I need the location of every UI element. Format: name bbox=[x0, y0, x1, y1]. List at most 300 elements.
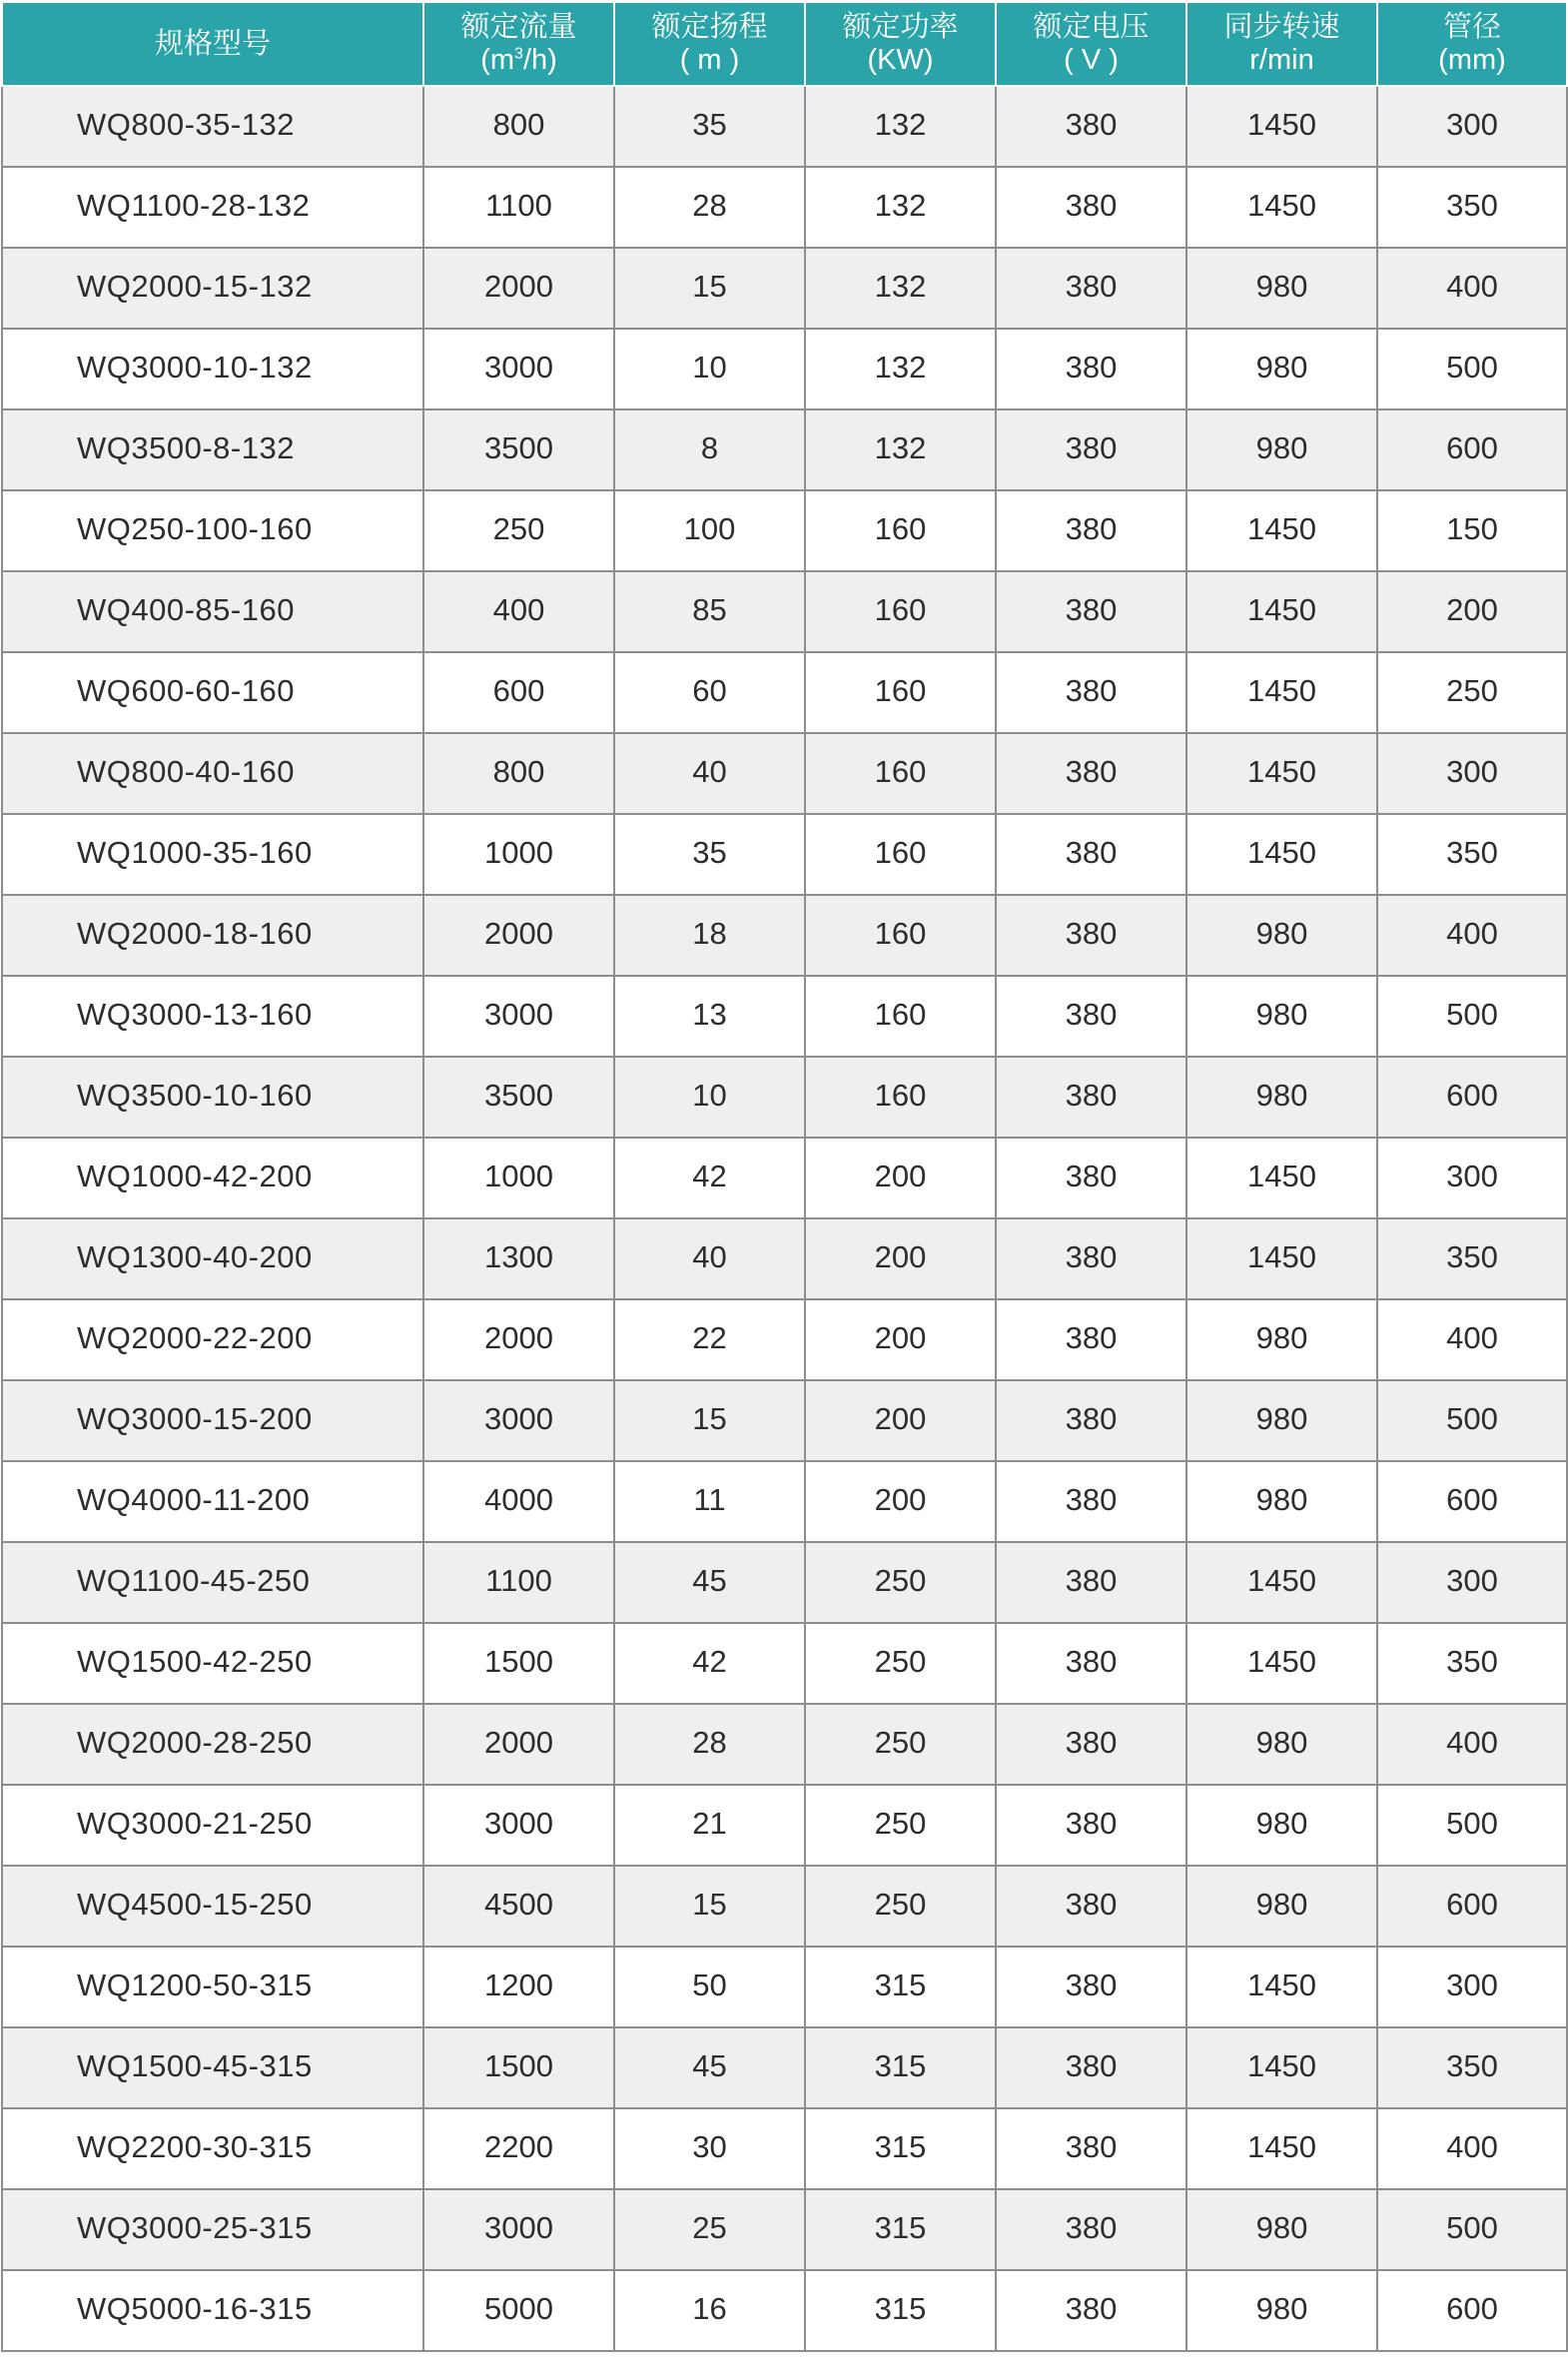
cell-head bbox=[614, 652, 805, 733]
cell-voltage bbox=[996, 1623, 1186, 1704]
cell-voltage bbox=[996, 1057, 1186, 1138]
cell-voltage bbox=[996, 2108, 1186, 2189]
cell-power-text: 132 bbox=[874, 268, 927, 304]
cell-model bbox=[2, 167, 423, 248]
cell-power bbox=[805, 409, 996, 490]
cell-flow bbox=[423, 895, 614, 976]
cell-model bbox=[2, 248, 423, 329]
cell-voltage-text: 380 bbox=[1065, 1481, 1118, 1517]
cell-flow bbox=[423, 2189, 614, 2270]
table-row bbox=[2, 1947, 1567, 2027]
cell-voltage-text: 380 bbox=[1065, 1643, 1118, 1679]
header-diameter bbox=[1377, 2, 1567, 86]
cell-model bbox=[2, 976, 423, 1057]
cell-model bbox=[2, 1785, 423, 1866]
cell-diameter-text: 400 bbox=[1446, 268, 1498, 304]
cell-flow bbox=[423, 814, 614, 895]
cell-model-text: WQ1000-42-200 bbox=[77, 1158, 313, 1193]
cell-flow bbox=[423, 248, 614, 329]
cell-power-text: 132 bbox=[874, 187, 927, 223]
cell-model bbox=[2, 2189, 423, 2270]
header-voltage-label: 额定电压 bbox=[1033, 11, 1150, 43]
cell-diameter-text: 350 bbox=[1446, 2047, 1498, 2083]
cell-voltage-text: 380 bbox=[1065, 753, 1118, 789]
cell-power bbox=[805, 1704, 996, 1785]
cell-head bbox=[614, 1057, 805, 1138]
cell-head bbox=[614, 490, 805, 571]
cell-head-text: 18 bbox=[692, 915, 727, 951]
cell-speed bbox=[1186, 1785, 1377, 1866]
cell-model-text: WQ2000-22-200 bbox=[77, 1319, 313, 1355]
cell-flow-text: 1000 bbox=[484, 834, 553, 870]
cell-power bbox=[805, 248, 996, 329]
cell-flow bbox=[423, 409, 614, 490]
cell-diameter bbox=[1377, 1947, 1567, 2027]
cell-power-text: 160 bbox=[874, 753, 927, 789]
cell-speed-text: 1450 bbox=[1247, 2047, 1316, 2083]
cell-head-text: 13 bbox=[692, 996, 727, 1032]
cell-speed-text: 980 bbox=[1255, 429, 1308, 465]
cell-speed-text: 980 bbox=[1255, 915, 1308, 951]
cell-voltage-text: 380 bbox=[1065, 834, 1118, 870]
cell-diameter bbox=[1377, 167, 1567, 248]
cell-diameter bbox=[1377, 895, 1567, 976]
cell-head bbox=[614, 976, 805, 1057]
cell-flow-text: 2000 bbox=[484, 1724, 553, 1760]
cell-head-text: 30 bbox=[692, 2128, 727, 2164]
cell-head bbox=[614, 1299, 805, 1380]
table-row bbox=[2, 2270, 1567, 2351]
cell-model bbox=[2, 1299, 423, 1380]
cell-power bbox=[805, 733, 996, 814]
cell-model-text: WQ400-85-160 bbox=[77, 591, 295, 627]
cell-power bbox=[805, 1138, 996, 1218]
header-speed-label: 同步转速 bbox=[1223, 11, 1340, 43]
cell-speed bbox=[1186, 1704, 1377, 1785]
cell-speed-text: 980 bbox=[1255, 2290, 1308, 2326]
cell-power bbox=[805, 167, 996, 248]
cell-flow-text: 1500 bbox=[484, 1643, 553, 1679]
cell-speed-text: 980 bbox=[1255, 1481, 1308, 1517]
cell-voltage bbox=[996, 1299, 1186, 1380]
cell-voltage bbox=[996, 1380, 1186, 1461]
cell-model bbox=[2, 1542, 423, 1623]
cell-flow-text: 3000 bbox=[484, 349, 553, 385]
cell-flow-text: 400 bbox=[492, 591, 545, 627]
cell-flow bbox=[423, 1785, 614, 1866]
cell-power-text: 315 bbox=[874, 2128, 927, 2164]
cell-speed bbox=[1186, 2189, 1377, 2270]
cell-speed-text: 980 bbox=[1255, 268, 1308, 304]
cell-flow-text: 3500 bbox=[484, 429, 553, 465]
table-row bbox=[2, 652, 1567, 733]
cell-voltage bbox=[996, 895, 1186, 976]
cell-power bbox=[805, 2108, 996, 2189]
cell-power-text: 250 bbox=[874, 1724, 927, 1760]
cell-voltage bbox=[996, 652, 1186, 733]
cell-flow bbox=[423, 1866, 614, 1947]
header-power-unit: (KW) bbox=[867, 44, 934, 76]
cell-power-text: 315 bbox=[874, 2290, 927, 2326]
cell-power-text: 160 bbox=[874, 510, 927, 546]
cell-diameter bbox=[1377, 571, 1567, 652]
table-row bbox=[2, 329, 1567, 409]
cell-head-text: 16 bbox=[692, 2290, 727, 2326]
cell-head-text: 28 bbox=[692, 187, 727, 223]
cell-head-text: 60 bbox=[692, 672, 727, 708]
cell-model-text: WQ3000-15-200 bbox=[77, 1400, 313, 1436]
table-row bbox=[2, 976, 1567, 1057]
cell-head bbox=[614, 1218, 805, 1299]
cell-power bbox=[805, 1785, 996, 1866]
cell-model-text: WQ4000-11-200 bbox=[77, 1481, 311, 1517]
cell-flow-text: 2000 bbox=[484, 268, 553, 304]
cell-voltage-text: 380 bbox=[1065, 1805, 1118, 1841]
cell-model bbox=[2, 1947, 423, 2027]
cell-power bbox=[805, 86, 996, 167]
table-row bbox=[2, 167, 1567, 248]
table-header bbox=[2, 2, 1567, 86]
cell-model-text: WQ1100-28-132 bbox=[77, 187, 311, 223]
cell-model bbox=[2, 2108, 423, 2189]
cell-model-text: WQ1300-40-200 bbox=[77, 1238, 313, 1274]
cell-speed-text: 1450 bbox=[1247, 510, 1316, 546]
cell-diameter bbox=[1377, 2108, 1567, 2189]
cell-speed bbox=[1186, 2027, 1377, 2108]
cell-flow-text: 1200 bbox=[484, 1967, 553, 2002]
header-power-label: 额定功率 bbox=[842, 11, 959, 43]
cell-model-text: WQ600-60-160 bbox=[77, 672, 295, 708]
header-row bbox=[2, 2, 1567, 86]
cell-diameter bbox=[1377, 1057, 1567, 1138]
cell-flow bbox=[423, 86, 614, 167]
cell-speed bbox=[1186, 409, 1377, 490]
cell-model bbox=[2, 1461, 423, 1542]
cell-diameter-text: 350 bbox=[1446, 187, 1498, 223]
cell-model bbox=[2, 895, 423, 976]
table-row bbox=[2, 1542, 1567, 1623]
cell-power-text: 160 bbox=[874, 672, 927, 708]
cell-voltage bbox=[996, 1138, 1186, 1218]
cell-power bbox=[805, 490, 996, 571]
cell-head-text: 100 bbox=[683, 510, 736, 546]
cell-voltage-text: 380 bbox=[1065, 1238, 1118, 1274]
cell-speed-text: 1450 bbox=[1247, 1238, 1316, 1274]
cell-speed bbox=[1186, 1623, 1377, 1704]
header-head-unit: ( m ) bbox=[679, 44, 740, 76]
cell-model bbox=[2, 1057, 423, 1138]
table-row bbox=[2, 814, 1567, 895]
cell-head bbox=[614, 895, 805, 976]
cell-power-text: 250 bbox=[874, 1562, 927, 1598]
cell-flow bbox=[423, 1542, 614, 1623]
cell-power bbox=[805, 976, 996, 1057]
cell-power bbox=[805, 571, 996, 652]
cell-voltage bbox=[996, 1704, 1186, 1785]
cell-model bbox=[2, 86, 423, 167]
cell-flow-text: 800 bbox=[492, 753, 545, 789]
cell-diameter bbox=[1377, 976, 1567, 1057]
cell-power-text: 160 bbox=[874, 834, 927, 870]
cell-voltage-text: 380 bbox=[1065, 1077, 1118, 1113]
cell-power-text: 200 bbox=[874, 1158, 927, 1193]
cell-diameter bbox=[1377, 814, 1567, 895]
cell-flow-text: 1000 bbox=[484, 1158, 553, 1193]
cell-model-text: WQ1200-50-315 bbox=[77, 1967, 313, 2002]
cell-speed bbox=[1186, 814, 1377, 895]
cell-head bbox=[614, 814, 805, 895]
cell-speed bbox=[1186, 571, 1377, 652]
cell-head bbox=[614, 1623, 805, 1704]
cell-flow bbox=[423, 490, 614, 571]
cell-speed-text: 980 bbox=[1255, 1319, 1308, 1355]
cell-head-text: 15 bbox=[692, 268, 727, 304]
cell-speed-text: 980 bbox=[1255, 996, 1308, 1032]
cell-power-text: 160 bbox=[874, 915, 927, 951]
cell-speed bbox=[1186, 86, 1377, 167]
cell-model bbox=[2, 814, 423, 895]
cell-diameter-text: 400 bbox=[1446, 2128, 1498, 2164]
cell-flow-text: 3000 bbox=[484, 1805, 553, 1841]
cell-diameter-text: 600 bbox=[1446, 1481, 1498, 1517]
header-flow-unit bbox=[424, 44, 613, 77]
table-row bbox=[2, 2027, 1567, 2108]
cell-diameter-text: 300 bbox=[1446, 1158, 1498, 1193]
cell-diameter-text: 350 bbox=[1446, 1643, 1498, 1679]
cell-diameter-text: 250 bbox=[1446, 672, 1498, 708]
cell-speed-text: 1450 bbox=[1247, 834, 1316, 870]
cell-head bbox=[614, 571, 805, 652]
header-power bbox=[805, 2, 996, 86]
cell-head-text: 42 bbox=[692, 1158, 727, 1193]
header-speed bbox=[1186, 2, 1377, 86]
cell-flow-text: 3000 bbox=[484, 996, 553, 1032]
cell-power bbox=[805, 895, 996, 976]
cell-voltage-text: 380 bbox=[1065, 1724, 1118, 1760]
cell-power bbox=[805, 2270, 996, 2351]
cell-flow-text: 3000 bbox=[484, 2209, 553, 2245]
cell-power-text: 200 bbox=[874, 1238, 927, 1274]
cell-voltage bbox=[996, 814, 1186, 895]
cell-head-text: 22 bbox=[692, 1319, 727, 1355]
cell-head-text: 50 bbox=[692, 1967, 727, 2002]
cell-head-text: 15 bbox=[692, 1400, 727, 1436]
cell-power-text: 200 bbox=[874, 1400, 927, 1436]
cell-speed bbox=[1186, 1461, 1377, 1542]
cell-diameter-text: 600 bbox=[1446, 2290, 1498, 2326]
cell-flow bbox=[423, 2270, 614, 2351]
cell-model bbox=[2, 1380, 423, 1461]
cell-model bbox=[2, 571, 423, 652]
cell-voltage bbox=[996, 1947, 1186, 2027]
cell-diameter-text: 500 bbox=[1446, 996, 1498, 1032]
cell-power-text: 132 bbox=[874, 106, 927, 142]
cell-speed bbox=[1186, 1542, 1377, 1623]
cell-model bbox=[2, 733, 423, 814]
table-row bbox=[2, 1138, 1567, 1218]
cell-speed-text: 980 bbox=[1255, 1886, 1308, 1922]
cell-model-text: WQ3000-21-250 bbox=[77, 1805, 313, 1841]
cell-model bbox=[2, 409, 423, 490]
cell-power-text: 160 bbox=[874, 591, 927, 627]
cell-diameter bbox=[1377, 1785, 1567, 1866]
cell-head bbox=[614, 248, 805, 329]
cell-voltage bbox=[996, 1218, 1186, 1299]
cell-diameter-text: 500 bbox=[1446, 1400, 1498, 1436]
cell-speed-text: 1450 bbox=[1247, 591, 1316, 627]
cell-model-text: WQ3000-10-132 bbox=[77, 349, 313, 385]
cell-model-text: WQ250-100-160 bbox=[77, 510, 313, 546]
cell-flow bbox=[423, 2108, 614, 2189]
cell-head-text: 42 bbox=[692, 1643, 727, 1679]
cell-model bbox=[2, 329, 423, 409]
cell-voltage bbox=[996, 976, 1186, 1057]
cell-flow-text: 1300 bbox=[484, 1238, 553, 1274]
cell-head bbox=[614, 1704, 805, 1785]
cell-voltage bbox=[996, 167, 1186, 248]
cell-voltage bbox=[996, 1461, 1186, 1542]
cell-model-text: WQ5000-16-315 bbox=[77, 2290, 313, 2326]
cell-diameter bbox=[1377, 1542, 1567, 1623]
cell-flow bbox=[423, 329, 614, 409]
cell-model-text: WQ2200-30-315 bbox=[77, 2128, 313, 2164]
cell-flow bbox=[423, 2027, 614, 2108]
cell-voltage bbox=[996, 2270, 1186, 2351]
cell-flow bbox=[423, 976, 614, 1057]
cell-model-text: WQ1500-45-315 bbox=[77, 2047, 313, 2083]
cell-speed bbox=[1186, 976, 1377, 1057]
cell-head bbox=[614, 1380, 805, 1461]
cell-power-text: 250 bbox=[874, 1805, 927, 1841]
cell-model bbox=[2, 1138, 423, 1218]
cell-power bbox=[805, 1623, 996, 1704]
cell-speed bbox=[1186, 1947, 1377, 2027]
cell-power bbox=[805, 814, 996, 895]
cell-voltage bbox=[996, 1542, 1186, 1623]
cell-head bbox=[614, 1461, 805, 1542]
cell-speed bbox=[1186, 248, 1377, 329]
cell-diameter-text: 200 bbox=[1446, 591, 1498, 627]
table-row bbox=[2, 1866, 1567, 1947]
cell-power-text: 250 bbox=[874, 1886, 927, 1922]
header-flow-unit-post: /h) bbox=[522, 44, 557, 76]
cell-flow bbox=[423, 1704, 614, 1785]
table-row bbox=[2, 895, 1567, 976]
cell-diameter-text: 500 bbox=[1446, 349, 1498, 385]
cell-model-text: WQ1000-35-160 bbox=[77, 834, 313, 870]
cell-diameter-text: 150 bbox=[1446, 510, 1498, 546]
cell-diameter bbox=[1377, 1461, 1567, 1542]
cell-speed-text: 1450 bbox=[1247, 187, 1316, 223]
cell-flow-text: 3000 bbox=[484, 1400, 553, 1436]
cell-flow-text: 1500 bbox=[484, 2047, 553, 2083]
cell-model bbox=[2, 2027, 423, 2108]
cell-diameter bbox=[1377, 86, 1567, 167]
pump-spec-table bbox=[1, 1, 1568, 2352]
cell-flow bbox=[423, 1299, 614, 1380]
cell-model bbox=[2, 1623, 423, 1704]
cell-diameter bbox=[1377, 329, 1567, 409]
cell-diameter bbox=[1377, 1704, 1567, 1785]
header-flow-unit-sup: 3 bbox=[514, 45, 523, 63]
cell-diameter bbox=[1377, 2189, 1567, 2270]
cell-diameter-text: 300 bbox=[1446, 1562, 1498, 1598]
cell-flow-text: 5000 bbox=[484, 2290, 553, 2326]
table-row bbox=[2, 1623, 1567, 1704]
cell-speed bbox=[1186, 329, 1377, 409]
cell-diameter bbox=[1377, 2027, 1567, 2108]
cell-diameter bbox=[1377, 409, 1567, 490]
cell-power-text: 315 bbox=[874, 2047, 927, 2083]
cell-power-text: 160 bbox=[874, 996, 927, 1032]
cell-voltage-text: 380 bbox=[1065, 1319, 1118, 1355]
cell-flow bbox=[423, 1138, 614, 1218]
header-model-label: 规格型号 bbox=[154, 27, 271, 60]
cell-speed-text: 1450 bbox=[1247, 672, 1316, 708]
cell-flow-text: 4500 bbox=[484, 1886, 553, 1922]
cell-power-text: 315 bbox=[874, 1967, 927, 2002]
cell-model-text: WQ800-40-160 bbox=[77, 753, 295, 789]
cell-voltage bbox=[996, 1785, 1186, 1866]
cell-voltage bbox=[996, 490, 1186, 571]
cell-voltage bbox=[996, 248, 1186, 329]
cell-model bbox=[2, 1704, 423, 1785]
cell-flow bbox=[423, 167, 614, 248]
header-diameter-label: 管径 bbox=[1442, 11, 1501, 43]
cell-speed-text: 1450 bbox=[1247, 106, 1316, 142]
cell-voltage-text: 380 bbox=[1065, 2128, 1118, 2164]
cell-voltage-text: 380 bbox=[1065, 1158, 1118, 1193]
cell-flow-text: 1100 bbox=[485, 1562, 552, 1598]
cell-head bbox=[614, 329, 805, 409]
header-flow bbox=[423, 2, 614, 86]
cell-model bbox=[2, 652, 423, 733]
cell-flow-text: 4000 bbox=[484, 1481, 553, 1517]
cell-speed bbox=[1186, 2108, 1377, 2189]
cell-head-text: 40 bbox=[692, 753, 727, 789]
cell-head-text: 35 bbox=[692, 106, 727, 142]
cell-voltage bbox=[996, 2189, 1186, 2270]
header-head-label: 额定扬程 bbox=[651, 11, 768, 43]
cell-voltage-text: 380 bbox=[1065, 915, 1118, 951]
cell-head-text: 45 bbox=[692, 2047, 727, 2083]
cell-diameter bbox=[1377, 248, 1567, 329]
cell-speed bbox=[1186, 895, 1377, 976]
cell-voltage bbox=[996, 86, 1186, 167]
cell-diameter bbox=[1377, 1138, 1567, 1218]
cell-voltage-text: 380 bbox=[1065, 591, 1118, 627]
header-head bbox=[614, 2, 805, 86]
cell-voltage-text: 380 bbox=[1065, 510, 1118, 546]
cell-voltage-text: 380 bbox=[1065, 1400, 1118, 1436]
cell-power bbox=[805, 1866, 996, 1947]
table-row bbox=[2, 2108, 1567, 2189]
cell-power-text: 200 bbox=[874, 1481, 927, 1517]
cell-diameter-text: 600 bbox=[1446, 429, 1498, 465]
table-row bbox=[2, 1057, 1567, 1138]
cell-diameter bbox=[1377, 652, 1567, 733]
cell-power bbox=[805, 1542, 996, 1623]
cell-head bbox=[614, 2108, 805, 2189]
cell-head bbox=[614, 2027, 805, 2108]
cell-head-text: 35 bbox=[692, 834, 727, 870]
cell-flow-text: 2200 bbox=[484, 2128, 553, 2164]
cell-diameter-text: 300 bbox=[1446, 106, 1498, 142]
header-voltage-unit: ( V ) bbox=[1064, 44, 1119, 76]
cell-power bbox=[805, 1380, 996, 1461]
cell-power bbox=[805, 2189, 996, 2270]
table-body bbox=[2, 86, 1567, 2351]
